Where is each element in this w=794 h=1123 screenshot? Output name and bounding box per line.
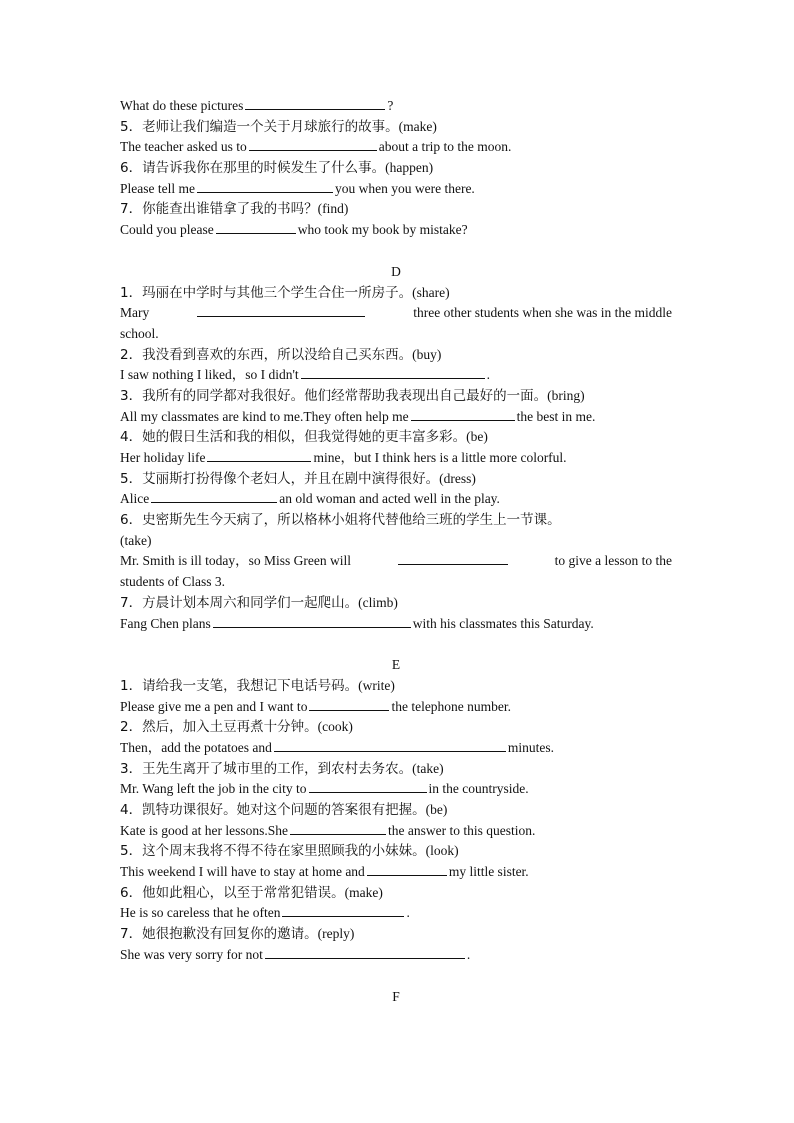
verb-hint: (find): [317, 201, 349, 217]
sentence-start: This weekend I will have to stay at home and: [120, 864, 365, 880]
answer-blank[interactable]: [411, 407, 515, 421]
english-sentence: students of Class 3.: [120, 574, 226, 590]
chinese-prompt: [120, 158, 672, 179]
verb-hint: (be): [425, 802, 448, 817]
verb-hint: (cook): [317, 719, 353, 735]
sentence-end: about a trip to the moon.: [378, 139, 512, 155]
english-sentence: [120, 489, 672, 510]
verb-hint: (share): [412, 284, 450, 300]
english-sentence: [120, 179, 672, 200]
prompt-text: 1．玛丽在中学时与其他三个学生合住一所房子。: [120, 284, 413, 301]
sentence-start: I saw nothing I liked，so I didn't: [120, 367, 299, 383]
chinese-prompt: [120, 676, 672, 697]
answer-blank[interactable]: [282, 903, 404, 917]
sentence-end: .: [486, 367, 491, 383]
answer-blank[interactable]: [309, 697, 389, 711]
sentence-start: She was very sorry for not: [120, 946, 263, 962]
sentence-start: Fang Chen plans: [120, 615, 211, 631]
chinese-prompt: [120, 469, 672, 490]
answer-blank[interactable]: [309, 779, 427, 793]
sentence-end: .: [406, 905, 410, 921]
sentence-start: Then，add the potatoes and: [120, 739, 272, 755]
english-sentence: [120, 697, 672, 718]
verb-hint: (dress): [439, 470, 476, 486]
chinese-prompt: [120, 759, 672, 780]
sentence-start: Could you please: [120, 222, 214, 238]
verb-hint: (happen): [385, 160, 434, 176]
english-sentence: [120, 407, 672, 428]
answer-blank[interactable]: [151, 489, 277, 503]
prompt-text: 7．你能查出谁错拿了我的书吗？: [120, 201, 318, 218]
sentence-end: .: [466, 946, 471, 962]
chinese-prompt: [120, 717, 672, 738]
section-gap: [120, 966, 672, 987]
english-sentence: [120, 96, 672, 117]
sentence-start: Kate is good at her lessons.She: [120, 822, 288, 838]
chinese-prompt: [120, 427, 672, 448]
prompt-text: 3．王先生离开了城市里的工作，到农村去务农。: [120, 760, 413, 777]
sentence-end: who took my book by mistake?: [297, 222, 468, 238]
verb-hint: (climb): [358, 594, 398, 610]
verb-hint: (buy): [412, 346, 442, 362]
section-gap: [120, 634, 672, 655]
chinese-prompt: [120, 510, 672, 531]
verb-hint: (look): [425, 843, 459, 859]
sentence-start: Mary: [120, 305, 150, 321]
sentence-end: to give a lesson to the: [554, 553, 672, 569]
section-letter: F: [392, 988, 400, 1004]
english-sentence: school.: [120, 325, 159, 341]
prompt-text: 6．他如此粗心，以至于常常犯错误。: [120, 884, 345, 901]
answer-blank[interactable]: [213, 614, 411, 628]
prompt-text: 1．请给我一支笔，我想记下电话号码。: [120, 677, 359, 694]
answer-blank[interactable]: [367, 862, 447, 876]
sentence-start: Please tell me: [120, 180, 195, 196]
sentence-start: He is so careless that he often: [120, 905, 281, 921]
sentence-end: the answer to this question.: [387, 822, 536, 838]
chinese-prompt: [120, 345, 672, 366]
sentence-end: the best in me.: [516, 408, 596, 424]
chinese-prompt: [120, 117, 672, 138]
answer-blank[interactable]: [245, 96, 385, 110]
prompt-text: 7．方晨计划本周六和同学们一起爬山。: [120, 594, 359, 611]
prompt-text: 6．史密斯先生今天病了，所以格林小姐将代替他给三班的学生上一节课。: [120, 512, 561, 529]
chinese-prompt: [120, 883, 672, 904]
section-letter: E: [391, 657, 401, 673]
sentence-start: Mr. Wang left the job in the city to: [120, 781, 307, 797]
worksheet-page: [120, 96, 672, 1007]
prompt-text: 4．凯特功课很好。她对这个问题的答案很有把握。: [120, 802, 426, 818]
english-sentence: [120, 365, 672, 386]
chinese-prompt: [120, 593, 672, 614]
sentence-start: Her holiday life: [120, 450, 206, 465]
sentence-end: with his classmates this Saturday.: [412, 615, 594, 631]
verb-hint: (bring): [547, 387, 585, 403]
verb-hint: (take): [412, 760, 444, 776]
sentence-end: my little sister.: [448, 864, 529, 880]
english-sentence: [120, 551, 672, 572]
prompt-text: 3．我所有的同学都对我很好。他们经常帮助我表现出自己最好的一面。: [120, 387, 548, 404]
english-sentence: [120, 779, 672, 800]
english-sentence: [120, 137, 672, 158]
answer-blank[interactable]: [197, 179, 333, 193]
chinese-prompt: [120, 924, 672, 945]
prompt-text: 5．老师让我们编造一个关于月球旅行的故事。: [120, 118, 399, 135]
chinese-prompt: [120, 386, 672, 407]
prompt-text: 2．然后，加入土豆再煮十分钟。: [120, 719, 318, 736]
verb-hint: (make): [398, 118, 437, 134]
sentence-end: you when you were there.: [334, 180, 475, 196]
sentence-end: in the countryside.: [428, 781, 529, 797]
section-letter: D: [391, 263, 401, 279]
english-sentence: [120, 738, 672, 759]
section-gap: [120, 241, 672, 262]
sentence-start: What do these pictures: [120, 98, 244, 113]
sentence-start: The teacher asked us to: [120, 139, 247, 155]
sentence-start: Mr. Smith is ill today，so Miss Green will: [120, 553, 352, 569]
english-sentence: [120, 903, 672, 924]
sentence-end: an old woman and acted well in the play.: [279, 491, 500, 507]
verb-hint: (take): [120, 532, 152, 548]
english-sentence: [120, 303, 672, 324]
verb-hint: (be): [466, 429, 488, 445]
sentence-start: All my classmates are kind to me.They often help me: [120, 408, 409, 424]
answer-blank[interactable]: [216, 220, 296, 234]
verb-hint: (reply): [317, 926, 355, 942]
chinese-prompt: [120, 283, 672, 304]
prompt-text: 6．请告诉我你在那里的时候发生了什么事。: [120, 160, 386, 177]
answer-blank[interactable]: [249, 137, 377, 151]
answer-blank[interactable]: [265, 945, 465, 959]
sentence-end: minutes.: [507, 739, 554, 755]
english-sentence: [120, 821, 672, 842]
answer-blank[interactable]: [290, 821, 386, 835]
english-sentence: [120, 220, 672, 241]
sentence-end: the telephone number.: [391, 698, 512, 714]
chinese-prompt: [120, 199, 672, 220]
chinese-prompt: [120, 841, 672, 862]
sentence-start: Alice: [120, 491, 150, 507]
prompt-text: 7．她很抱歉没有回复你的邀请。: [120, 926, 318, 943]
english-sentence: [120, 448, 672, 469]
prompt-text: 5．艾丽斯打扮得像个老妇人，并且在剧中演得很好。: [120, 470, 440, 487]
sentence-end: mine，but I think hers is a little more colorful.: [313, 450, 567, 465]
sentence-end: three other students when she was in the middle: [413, 305, 672, 321]
prompt-text: 5．这个周末我将不得不待在家里照顾我的小妹妹。: [120, 843, 426, 860]
answer-blank[interactable]: [197, 303, 365, 317]
answer-blank[interactable]: [398, 551, 508, 565]
sentence-end: ?: [387, 98, 394, 113]
answer-blank[interactable]: [301, 365, 485, 379]
english-sentence: [120, 945, 672, 966]
english-sentence: [120, 614, 672, 635]
prompt-text: 2．我没看到喜欢的东西，所以没给自己买东西。: [120, 346, 413, 363]
verb-hint: (make): [344, 884, 383, 900]
verb-hint: (write): [358, 677, 395, 693]
answer-blank[interactable]: [274, 738, 506, 752]
chinese-prompt: [120, 800, 672, 821]
english-sentence: [120, 862, 672, 883]
prompt-text: 4．她的假日生活和我的相似，但我觉得她的更丰富多彩。: [120, 429, 467, 446]
answer-blank[interactable]: [207, 448, 311, 462]
sentence-start: Please give me a pen and I want to: [120, 698, 308, 714]
